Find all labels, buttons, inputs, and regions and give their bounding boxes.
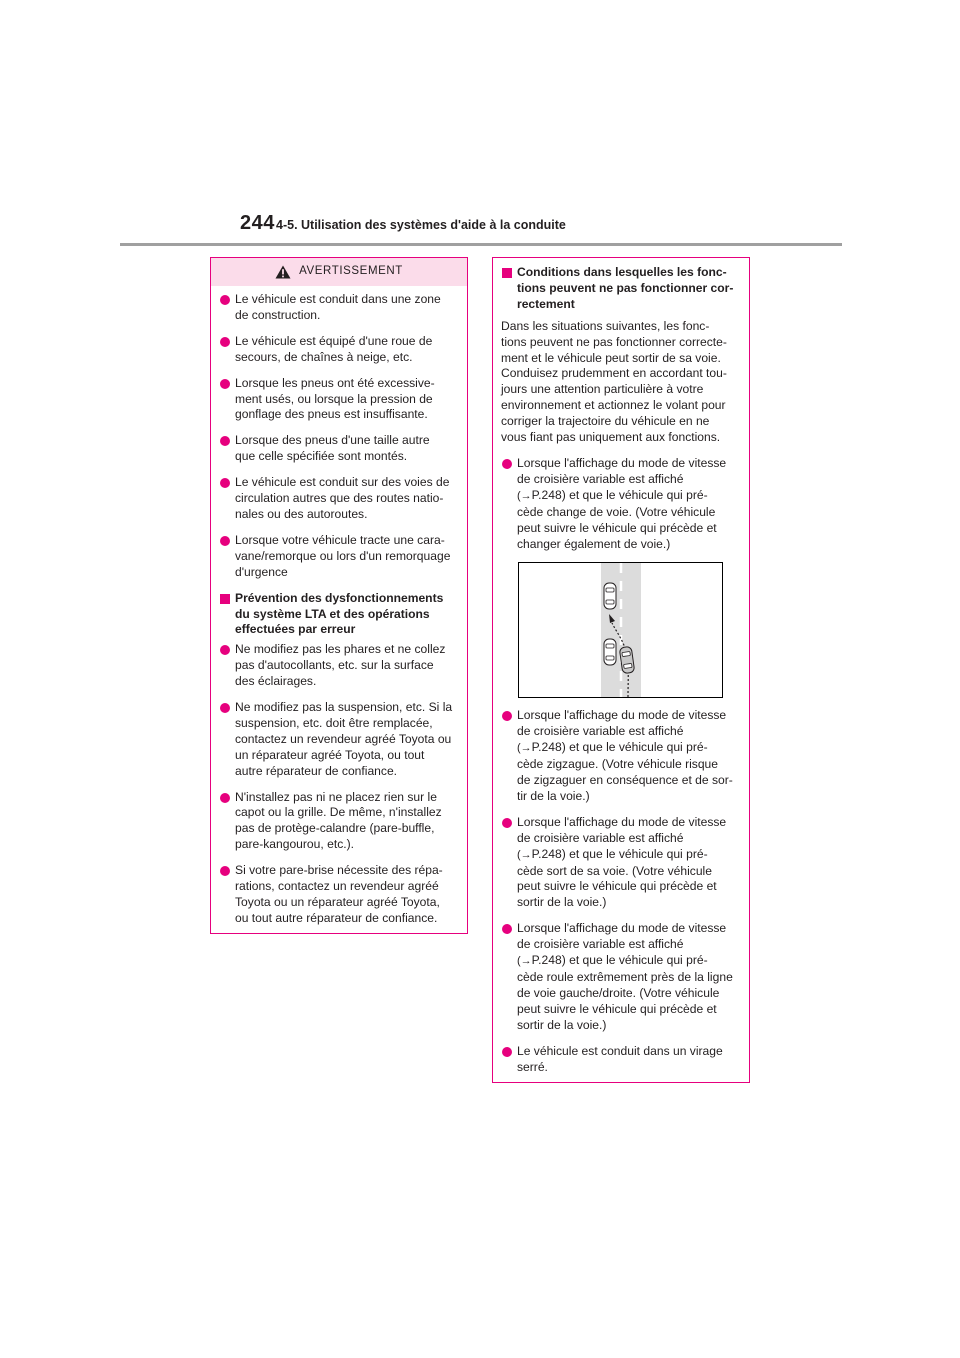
warning-item xyxy=(219,292,458,324)
text-line: un réparateur agréé Toyota, ou tout xyxy=(235,747,425,762)
text-line: ou tout autre réparateur de confiance. xyxy=(235,910,438,925)
text-line: (→P.248) et que le véhicule qui pré- xyxy=(517,740,708,755)
conditions-list-bottom xyxy=(501,708,740,1075)
warning-item xyxy=(219,700,458,780)
reference-arrow-icon: (→ xyxy=(517,489,532,502)
text-line: peut suivre le véhicule qui précède et xyxy=(517,1001,717,1016)
text-line: Lorsque l'affichage du mode de vitesse xyxy=(517,921,727,936)
warning-list xyxy=(211,286,467,927)
text-line: sortir de la voie.) xyxy=(517,895,607,910)
warning-item xyxy=(219,790,458,854)
text-line: peut suivre le véhicule qui précède et xyxy=(517,879,717,894)
text-line: Conduisez prudemment en accordant tou- xyxy=(501,366,727,381)
text-line: effectuées par erreur xyxy=(235,622,356,637)
warning-item xyxy=(219,642,458,690)
text-line: Lorsque les pneus ont été excessive- xyxy=(235,375,435,390)
text-line: capot ou la grille. De même, n'installez xyxy=(235,805,442,820)
text-line: de croisière variable est affiché xyxy=(517,471,684,486)
text-line: Lorsque l'affichage du mode de vitesse xyxy=(517,455,727,470)
text-line: Lorsque l'affichage du mode de vitesse xyxy=(517,708,727,723)
warning-item xyxy=(219,863,458,927)
conditions-heading xyxy=(501,265,740,313)
text-line: serré. xyxy=(517,1059,548,1074)
text-line: suspension, etc. doit être remplacée, xyxy=(235,715,433,730)
text-line: gonflage des pneus est insuffisante. xyxy=(235,407,428,422)
text-line: jours une attention particulière à votre xyxy=(501,382,704,397)
text-line: changer également de voie.) xyxy=(517,536,671,551)
conditions-list-top xyxy=(501,456,740,552)
text-line: Si votre pare-brise nécessite des répa- xyxy=(235,863,443,878)
condition-item xyxy=(501,921,740,1033)
text-line: Lorsque l'affichage du mode de vitesse xyxy=(517,814,727,829)
warning-item xyxy=(219,334,458,366)
text-line: de croisière variable est affiché xyxy=(517,830,684,845)
warning-item xyxy=(219,533,458,581)
text-line: nales ou des autoroutes. xyxy=(235,506,368,521)
text-line: ment usés, ou lorsque la pression de xyxy=(235,391,433,406)
text-line: rectement xyxy=(517,296,575,311)
text-line: circulation autres que des routes natio- xyxy=(235,491,444,506)
text-line: (→P.248) et que le véhicule qui pré- xyxy=(517,953,708,968)
conditions-intro xyxy=(501,319,740,446)
text-line: Dans les situations suivantes, les fonc- xyxy=(501,318,710,333)
text-line: de croisière variable est affiché xyxy=(517,724,684,739)
text-line: (→P.248) et que le véhicule qui pré- xyxy=(517,487,708,502)
text-line: Conditions dans lesquelles les fonc- xyxy=(517,265,727,279)
warning-item xyxy=(219,376,458,424)
text-line: Prévention des dysfonctionnements xyxy=(235,590,444,605)
text-line: ment et le véhicule peut sortir de sa voie. xyxy=(501,350,721,365)
section-title: 4-5. Utilisation des systèmes d'aide à la conduite xyxy=(276,218,566,232)
text-line: de voie gauche/droite. (Votre véhicule xyxy=(517,985,720,1000)
text-line: Lorsque votre véhicule tracte une cara- xyxy=(235,532,445,547)
text-line: Le véhicule est conduit dans un virage xyxy=(517,1043,723,1058)
text-line: pare-kangourou, etc.). xyxy=(235,837,354,852)
text-line: Le véhicule est conduit dans une zone xyxy=(235,292,441,306)
page-number: 244 xyxy=(240,212,275,234)
text-line: Le véhicule est équipé d'une roue de xyxy=(235,333,433,348)
condition-item xyxy=(501,1044,740,1076)
text-line: de construction. xyxy=(235,307,321,322)
text-line: Ne modifiez pas les phares et ne collez xyxy=(235,642,446,657)
text-line: corriger la trajectoire du véhicule en ne xyxy=(501,414,710,429)
text-line: vane/remorque ou lors d'un remorquage xyxy=(235,548,451,563)
text-line: que celle spécifiée sont montés. xyxy=(235,449,408,464)
text-line: secours, de chaînes à neige, etc. xyxy=(235,349,413,364)
text-line: contactez un revendeur agréé Toyota ou xyxy=(235,731,452,746)
text-line: pas de protège-calandre (pare-buffle, xyxy=(235,821,435,836)
text-line: d'urgence xyxy=(235,564,288,579)
leading-vehicle xyxy=(604,583,616,609)
warning-item xyxy=(219,475,458,523)
text-line: (→P.248) et que le véhicule qui pré- xyxy=(517,846,708,861)
text-line: cède roule extrêmement près de la ligne xyxy=(517,970,733,984)
condition-item xyxy=(501,708,740,804)
warning-box xyxy=(210,257,468,934)
reference-arrow-icon: (→ xyxy=(517,848,532,861)
text-line: sortir de la voie.) xyxy=(517,1017,607,1032)
lane-change-illustration xyxy=(518,562,723,698)
reference-arrow-icon: (→ xyxy=(517,742,532,755)
text-line: tions peuvent ne pas fonctionner cor- xyxy=(517,280,734,295)
text-line: Toyota ou un réparateur agréé Toyota, xyxy=(235,895,440,909)
text-line: pas d'autocollants, etc. sur la surface xyxy=(235,658,434,673)
condition-item xyxy=(501,456,740,552)
conditions-box xyxy=(492,257,750,1083)
reference-arrow-icon: (→ xyxy=(517,955,532,968)
text-line: Ne modifiez pas la suspension, etc. Si la xyxy=(235,700,453,715)
text-line: peut suivre le véhicule qui précède et xyxy=(517,520,717,535)
warning-triangle-icon xyxy=(275,265,291,279)
text-line: cède change de voie. (Votre véhicule xyxy=(517,504,716,519)
text-line: tions peuvent ne pas fonctionner correcte- xyxy=(501,334,727,349)
condition-item xyxy=(501,815,740,911)
text-line: du système LTA et des opérations xyxy=(235,606,430,621)
text-line: des éclairages. xyxy=(235,674,317,689)
text-line: cède zigzague. (Votre véhicule risque xyxy=(517,757,719,772)
text-line: environnement et actionnez le volant pour xyxy=(501,398,726,413)
parked-vehicle xyxy=(604,639,616,665)
text-line: cède sort de sa voie. (Votre véhicule xyxy=(517,863,712,878)
warning-item xyxy=(219,433,458,465)
text-line: de zigzaguer en conséquence et de sor- xyxy=(517,773,733,788)
text-line: autre réparateur de confiance. xyxy=(235,763,398,778)
warning-subheading xyxy=(219,591,458,639)
text-line: Lorsque des pneus d'une taille autre xyxy=(235,433,430,448)
text-line: rations, contactez un revendeur agréé xyxy=(235,879,439,894)
warning-title: AVERTISSEMENT xyxy=(299,265,403,278)
text-line: N'installez pas ni ne placez rien sur le xyxy=(235,789,437,804)
text-line: de croisière variable est affiché xyxy=(517,937,684,952)
text-line: tir de la voie.) xyxy=(517,788,590,803)
text-line: Le véhicule est conduit sur des voies de xyxy=(235,475,450,490)
warning-header xyxy=(211,258,467,286)
text-line: vous fiant pas uniquement aux fonctions. xyxy=(501,430,721,445)
header-rule xyxy=(120,243,842,246)
